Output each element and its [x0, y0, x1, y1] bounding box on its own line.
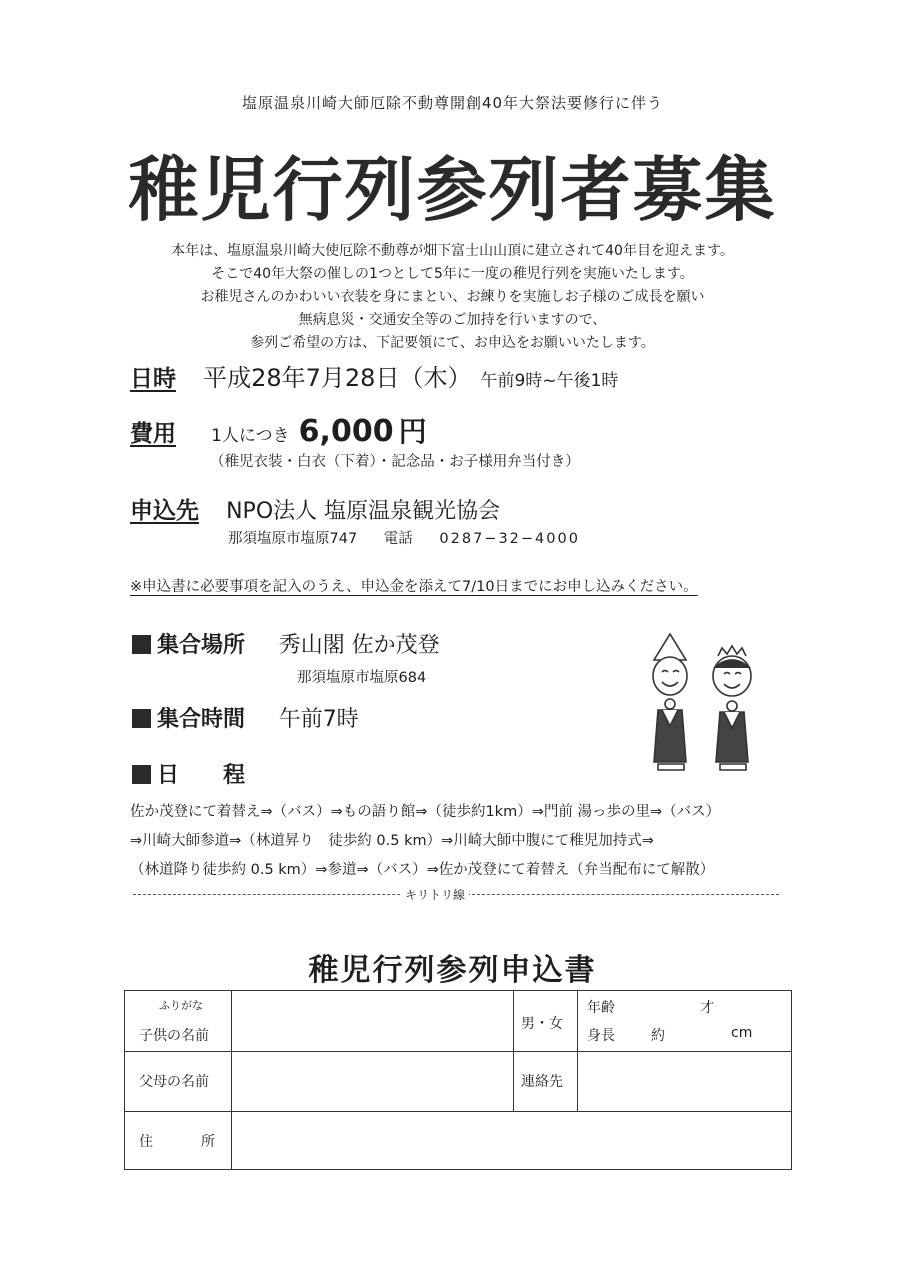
apply-row — [130, 492, 500, 525]
square-bullet-icon — [132, 635, 151, 654]
meeting-time-row — [132, 702, 359, 733]
fee-unit: 円 — [398, 415, 427, 448]
form-col-divider — [513, 991, 514, 1111]
meeting-place-row — [132, 628, 440, 659]
datetime-label: 日時 — [130, 366, 176, 392]
subtitle: 塩原温泉川崎大師厄除不動尊開創40年大祭法要修行に伴う — [241, 94, 664, 112]
deadline-note: ※申込書に必要事項を記入のうえ、申込金を添えて7/10日までにお申し込みください。 — [130, 579, 698, 595]
meeting-place-address: 那須塩原市塩原684 — [297, 670, 427, 686]
contact-label: 連絡先 — [521, 1074, 563, 1090]
intro-line: 参列ご希望の方は、下記要領にて、お申込をお願いいたします。 — [250, 335, 655, 351]
height-unit: cm — [731, 1025, 753, 1041]
apply-phone: 0287−32−4000 — [439, 531, 580, 547]
fee-row — [130, 410, 427, 450]
height-approx: 約 — [651, 1028, 665, 1044]
schedule-label-1: 日 — [157, 763, 180, 788]
schedule-line: ⇒川崎大師参道⇒（林道昇り 徒歩約 0.5 km）⇒川崎大師中腹にて稚児加持式⇒ — [130, 833, 654, 849]
intro-line: お稚児さんのかわいい衣装を身にまとい、お練りを実施しお子様のご成長を願い — [200, 289, 705, 305]
address-input[interactable] — [232, 1112, 790, 1169]
fee-per-person: 1人につき — [211, 426, 290, 446]
square-bullet-icon — [132, 709, 151, 728]
fee-includes: （稚児衣装・白衣（下着）・記念品・お子様用弁当付き） — [210, 454, 580, 470]
intro-line: 本年は、塩原温泉川崎大使厄除不動尊が畑下富士山山頂に建立されて40年目を迎えます。 — [171, 243, 734, 259]
intro-text — [0, 240, 905, 355]
contact-input[interactable] — [578, 1052, 790, 1111]
age-unit: 才 — [700, 1000, 714, 1016]
schedule-heading — [132, 758, 245, 789]
address-label-1: 住 — [139, 1134, 153, 1150]
child-name-label: 子供の名前 — [139, 1028, 209, 1044]
square-bullet-icon — [132, 765, 151, 784]
gender-select[interactable]: 男・女 — [521, 1016, 563, 1032]
fee-label: 費用 — [130, 421, 176, 447]
children-illustration-icon — [640, 630, 765, 780]
apply-address: 那須塩原市塩原747 — [228, 531, 358, 547]
parent-name-label: 父母の名前 — [139, 1074, 209, 1090]
parent-name-input[interactable] — [232, 1052, 512, 1111]
event-date: 平成28年7月28日（木） — [203, 364, 472, 392]
page-title: 稚児行列参列者募集 — [128, 149, 777, 231]
cut-line — [133, 884, 779, 904]
event-time: 午前9時~午後1時 — [480, 371, 619, 391]
datetime-row — [130, 358, 618, 393]
apply-phone-label: 電話 — [383, 531, 413, 547]
application-form — [124, 990, 792, 1170]
intro-line: 無病息災・交通安全等のご加持を行いますので、 — [298, 312, 607, 328]
intro-line: そこで40年大祭の催しの1つとして5年に一度の稚児行列を実施いたします。 — [211, 266, 694, 282]
apply-label: 申込先 — [130, 498, 199, 524]
address-label-2: 所 — [201, 1134, 215, 1150]
meeting-time-label: 集合時間 — [157, 707, 246, 732]
schedule-line: （林道降り徒歩約 0.5 km）⇒参道⇒（バス）⇒佐か茂登にて着替え（弁当配布にて解散） — [130, 862, 715, 878]
schedule-line: 佐か茂登にて着替え⇒（バス）⇒もの語り館⇒（徒歩約1km）⇒門前 湯っ歩の里⇒（バス） — [130, 804, 721, 820]
apply-org: NPO法人 塩原温泉観光協会 — [226, 499, 501, 524]
cut-line-label: キリトリ線 — [401, 886, 469, 903]
fee-amount: 6,000 — [298, 414, 394, 449]
apply-contact — [228, 527, 580, 548]
furigana-label: ふりがな — [159, 999, 203, 1012]
meeting-place-value: 秀山閣 佐か茂登 — [278, 633, 440, 658]
meeting-place-label: 集合場所 — [157, 633, 246, 658]
schedule-label-2: 程 — [223, 763, 246, 788]
height-label: 身長 — [587, 1028, 615, 1044]
meeting-time-value: 午前7時 — [278, 707, 359, 732]
form-title: 稚児行列参列申込書 — [308, 953, 597, 988]
child-name-input[interactable] — [232, 991, 512, 1051]
age-label: 年齢 — [587, 1000, 615, 1016]
